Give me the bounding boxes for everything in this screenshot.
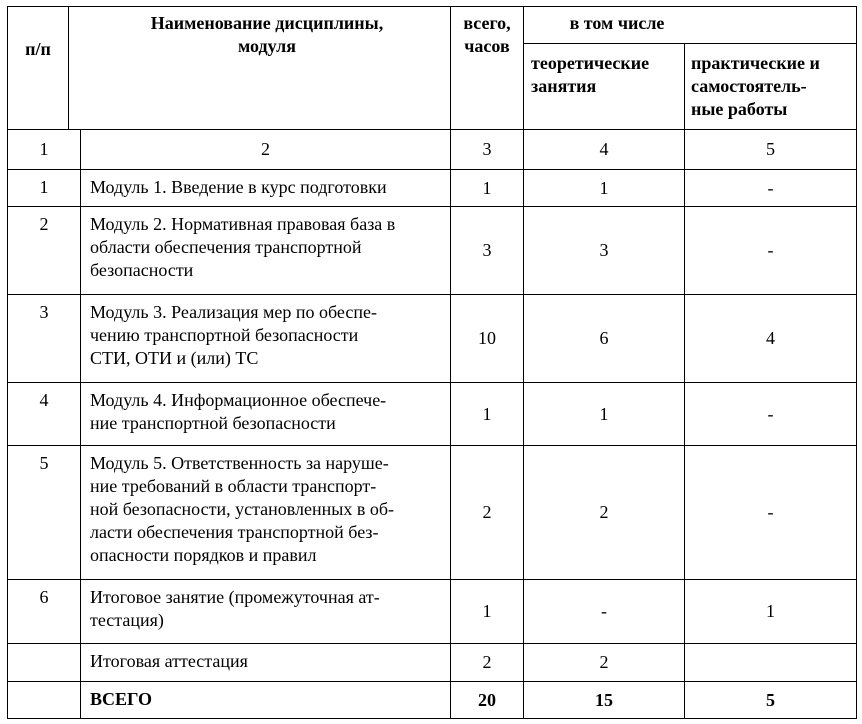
row-practice: - <box>767 502 774 522</box>
row-name: Модуль 2. Нормативная правовая база в области обеспечения транспортной безопасности <box>90 214 396 280</box>
row-total: 1 <box>482 601 492 621</box>
row-total: 2 <box>482 502 492 522</box>
numbering-cell: 5 <box>766 139 775 159</box>
row-name: Итоговая аттестация <box>90 651 248 671</box>
header-total: всего, часов <box>463 13 511 56</box>
total-theory: 15 <box>595 689 613 710</box>
total-label: ВСЕГО <box>90 689 153 709</box>
row-num: 2 <box>39 214 49 234</box>
header-theory: теоретические занятия <box>531 53 650 96</box>
row-practice: - <box>767 240 774 260</box>
row-name: Модуль 3. Реализация мер по обеспе- чению транспортной безопасности СТИ, ОТИ и (или) ТС <box>90 302 377 368</box>
row-num: 3 <box>39 302 49 322</box>
row-name: Итоговое занятие (промежуточная ат- тестация) <box>90 587 380 630</box>
row-theory: 1 <box>599 403 609 424</box>
row-total: 3 <box>482 240 492 260</box>
row-num: 6 <box>39 587 49 607</box>
row-practice: - <box>767 177 774 198</box>
numbering-cell: 3 <box>482 139 492 159</box>
row-theory: - <box>601 601 607 621</box>
row-practice: 1 <box>766 601 775 621</box>
row-name: Модуль 5. Ответственность за наруше- ние требований в области транспорт- ной безопасности, установленных в об- ласти обеспечения транспортной без- опасности порядков и правил <box>90 453 395 565</box>
row-num: 4 <box>39 390 49 410</box>
header-divider <box>523 43 857 44</box>
numbering-cell: 1 <box>39 139 49 159</box>
table-border-left <box>7 6 8 719</box>
row-practice <box>685 644 856 681</box>
total-hours: 20 <box>478 689 496 710</box>
row-total: 1 <box>482 403 492 424</box>
row-num: 1 <box>39 177 49 197</box>
col-divider <box>80 129 81 719</box>
row-num: 5 <box>39 453 49 473</box>
row-theory: 1 <box>599 177 609 198</box>
row-practice: - <box>767 403 774 424</box>
row-practice: 4 <box>766 328 775 348</box>
header-num: п/п <box>25 38 51 59</box>
col-divider <box>68 6 69 129</box>
row-theory: 2 <box>599 502 609 522</box>
row-name: Модуль 1. Введение в курс подготовки <box>90 177 387 197</box>
total-practice: 5 <box>766 689 775 710</box>
row-total: 1 <box>482 177 492 198</box>
row-theory: 3 <box>599 240 609 260</box>
numbering-cell: 4 <box>599 139 609 159</box>
table-border-right <box>856 6 857 719</box>
row-name: Модуль 4. Информационное обеспече- ние транспортной безопасности <box>90 390 387 433</box>
table-border-bottom <box>7 718 857 719</box>
header-including: в том числе <box>569 13 665 33</box>
curriculum-table <box>7 6 857 719</box>
row-total: 2 <box>482 652 492 672</box>
row-theory: 6 <box>599 328 609 348</box>
table-border-top <box>7 6 857 7</box>
numbering-cell: 2 <box>261 139 270 159</box>
header-practice: практические и самостоятель- ные работы <box>691 53 820 119</box>
row-theory: 2 <box>599 652 609 672</box>
row-total: 10 <box>478 328 496 348</box>
header-name: Наименование дисциплины, модуля <box>150 13 384 56</box>
